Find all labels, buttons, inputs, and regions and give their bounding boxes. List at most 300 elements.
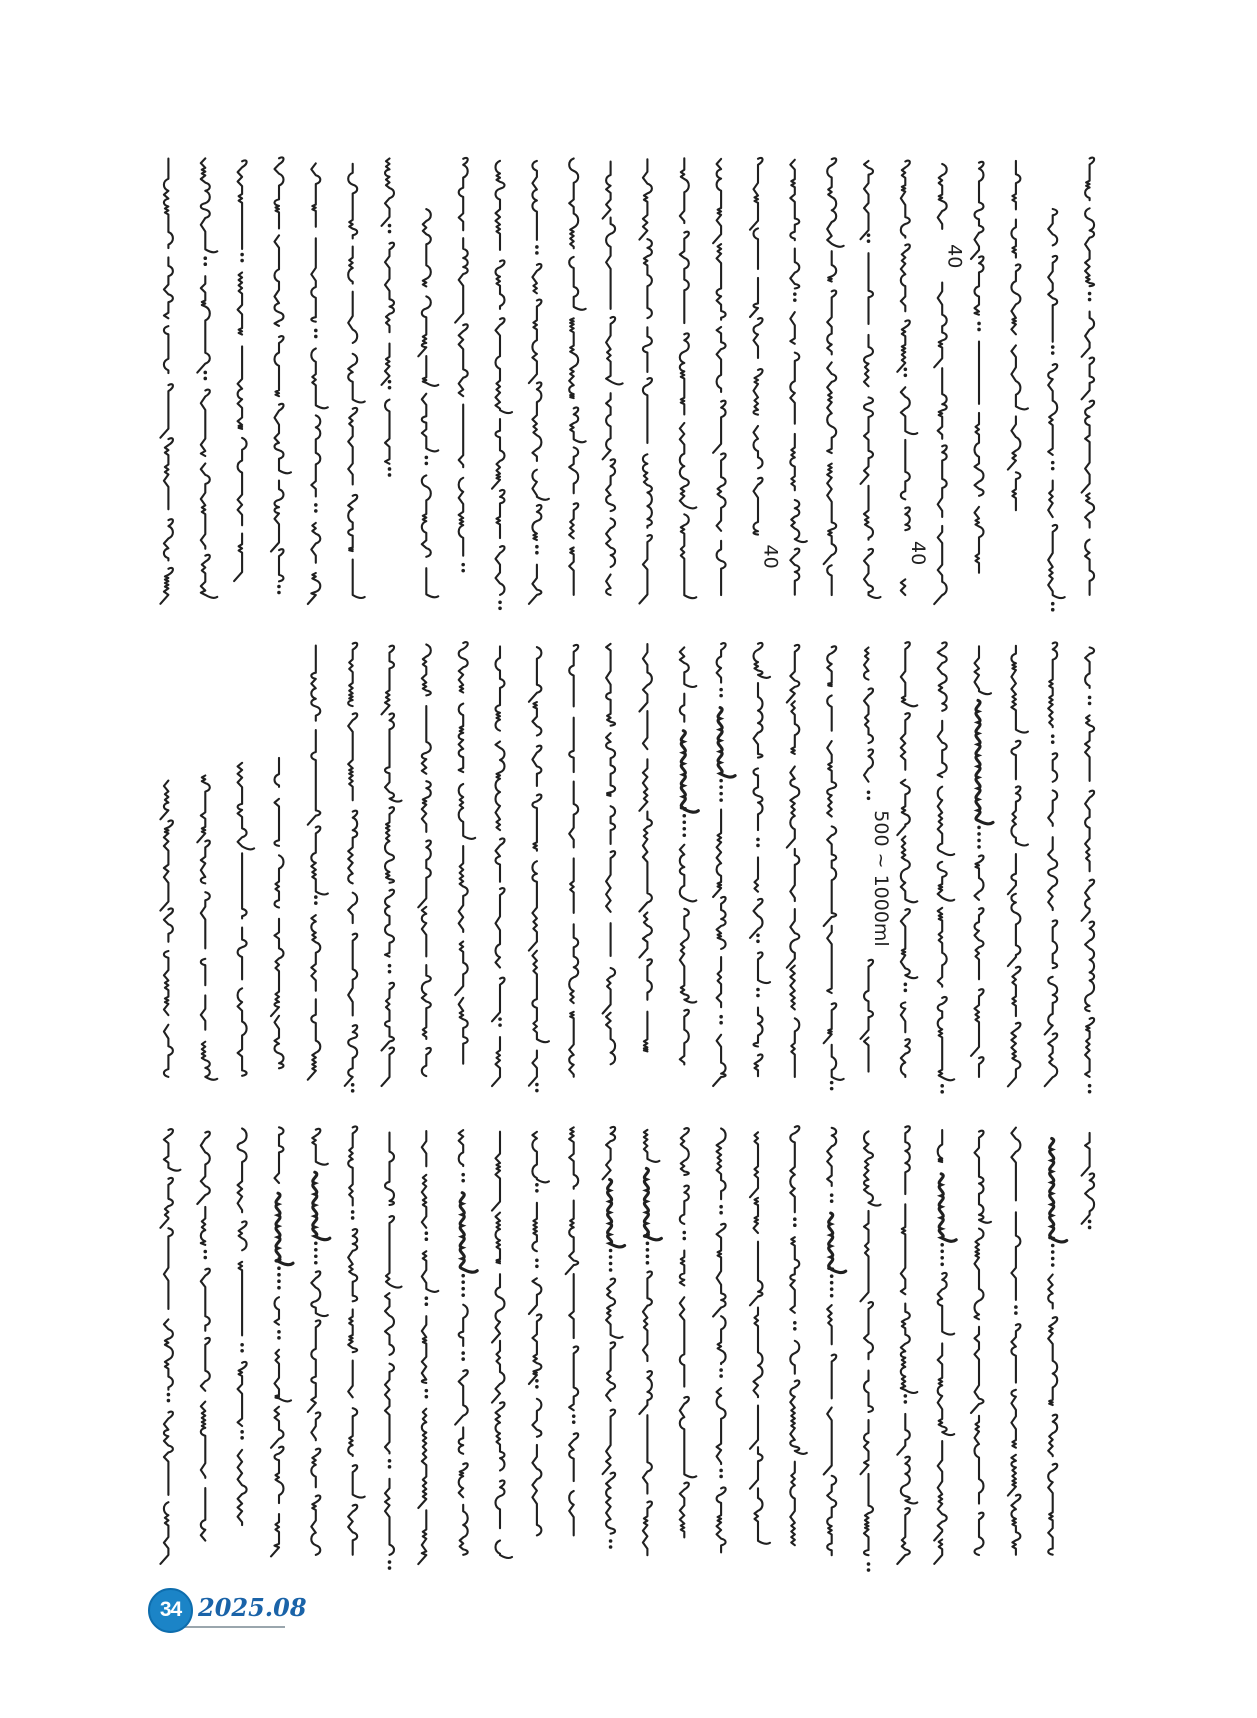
script-word xyxy=(754,643,771,678)
punctuation-dot xyxy=(682,1237,686,1241)
script-word xyxy=(1085,715,1094,781)
script-word xyxy=(308,730,321,825)
script-word xyxy=(1011,1324,1020,1382)
script-word xyxy=(532,161,537,240)
text-column xyxy=(897,161,929,595)
punctuation-dot xyxy=(314,901,318,905)
punctuation-dot xyxy=(1051,345,1055,349)
punctuation-dot xyxy=(572,1414,576,1418)
script-word xyxy=(311,1449,320,1488)
script-word xyxy=(271,919,284,1016)
script-word xyxy=(905,1126,910,1194)
punctuation-dot xyxy=(167,1399,171,1403)
punctuation-dot xyxy=(756,933,760,937)
script-word xyxy=(603,1127,616,1179)
script-word xyxy=(532,702,541,735)
script-word xyxy=(864,1038,869,1072)
script-word xyxy=(164,1412,173,1495)
punctuation-dot xyxy=(203,377,207,381)
embedded-numeral: 500 ~ 1000ml xyxy=(870,810,892,947)
script-word xyxy=(790,160,799,240)
script-word xyxy=(532,505,541,540)
text-column xyxy=(861,648,893,1072)
script-word xyxy=(422,907,427,957)
punctuation-dot xyxy=(793,1223,797,1227)
script-word xyxy=(606,218,615,309)
script-word xyxy=(975,855,984,899)
punctuation-dot xyxy=(1014,1311,1018,1315)
punctuation-dot xyxy=(425,462,429,466)
punctuation-dot xyxy=(1051,608,1055,612)
script-word xyxy=(242,853,247,918)
punctuation-dot xyxy=(1051,351,1055,355)
script-word xyxy=(234,534,242,582)
punctuation-dot xyxy=(1051,1257,1055,1261)
script-word xyxy=(869,253,874,324)
embedded-numeral: 40 xyxy=(906,541,929,566)
script-word xyxy=(1085,791,1094,872)
punctuation-dot xyxy=(425,1237,429,1241)
brush-script-run xyxy=(276,1193,293,1264)
script-word xyxy=(901,161,910,238)
page-number-badge xyxy=(148,1588,193,1633)
script-word xyxy=(275,799,280,846)
script-word xyxy=(164,1228,173,1309)
punctuation-dot xyxy=(425,1389,429,1393)
script-word xyxy=(1011,1128,1020,1201)
punctuation-dot xyxy=(535,1089,539,1093)
text-column xyxy=(680,647,699,1064)
text-column xyxy=(1008,646,1028,1087)
script-word xyxy=(529,1278,542,1314)
script-word xyxy=(975,507,984,573)
punctuation-dot xyxy=(756,994,760,998)
script-word xyxy=(1048,209,1057,245)
script-word xyxy=(496,1480,505,1528)
script-word xyxy=(680,694,685,722)
punctuation-dot xyxy=(388,1566,392,1570)
text-column xyxy=(1082,647,1095,1093)
script-word xyxy=(279,549,284,581)
text-column xyxy=(160,781,173,1077)
script-word xyxy=(238,160,247,249)
script-word xyxy=(459,704,464,773)
text-column xyxy=(824,158,844,595)
script-word xyxy=(861,1420,869,1474)
text-column xyxy=(418,645,431,1077)
punctuation-dot xyxy=(535,1379,539,1383)
script-word xyxy=(1082,1133,1090,1176)
script-word xyxy=(606,459,615,511)
punctuation-dot xyxy=(240,1343,244,1347)
punctuation-dot xyxy=(1088,1084,1092,1088)
script-word xyxy=(975,1416,984,1504)
text-column xyxy=(271,157,291,594)
script-word xyxy=(532,746,541,786)
punctuation-dot xyxy=(314,509,318,513)
punctuation-dot xyxy=(719,694,723,698)
script-word xyxy=(979,1057,984,1077)
script-word xyxy=(238,988,247,1075)
script-word xyxy=(496,1213,501,1264)
script-word xyxy=(459,998,468,1064)
punctuation-dot xyxy=(793,292,797,296)
punctuation-dot xyxy=(609,1255,613,1259)
embedded-numeral: 40 xyxy=(943,244,966,269)
script-word xyxy=(566,1201,579,1275)
script-word xyxy=(827,926,832,993)
punctuation-dot xyxy=(388,964,392,968)
script-word xyxy=(680,333,689,414)
script-word xyxy=(938,1343,955,1435)
text-column xyxy=(861,161,881,598)
punctuation-dot xyxy=(1051,1263,1055,1267)
script-word xyxy=(422,475,431,556)
script-word xyxy=(348,713,357,800)
script-word xyxy=(275,1447,284,1503)
script-word xyxy=(422,1175,427,1228)
script-word xyxy=(459,405,464,468)
script-word xyxy=(897,780,910,835)
script-word xyxy=(680,232,689,323)
text-column xyxy=(418,1131,438,1564)
script-word xyxy=(827,565,832,595)
text-column xyxy=(824,1128,846,1555)
script-word xyxy=(239,1262,243,1336)
text-column xyxy=(824,646,844,1090)
punctuation-dot xyxy=(535,1258,539,1262)
script-word xyxy=(864,688,873,743)
punctuation-dot xyxy=(388,224,392,228)
script-word xyxy=(460,1505,468,1555)
text-column xyxy=(529,161,549,604)
text-column xyxy=(382,646,402,1086)
script-word xyxy=(345,1025,358,1086)
punctuation-dot xyxy=(867,790,871,794)
script-word xyxy=(717,1388,726,1464)
script-word xyxy=(790,1462,795,1545)
text-column xyxy=(418,209,438,597)
punctuation-dot xyxy=(240,259,244,263)
script-word xyxy=(271,1407,284,1448)
script-word xyxy=(1011,345,1028,409)
punctuation-dot xyxy=(940,1243,944,1247)
script-word xyxy=(532,470,549,500)
script-word xyxy=(1008,1455,1016,1496)
punctuation-dot xyxy=(461,1293,465,1297)
script-word xyxy=(861,960,874,1039)
punctuation-dot xyxy=(867,233,871,237)
brush-script-run xyxy=(608,1180,625,1247)
script-word xyxy=(975,1131,992,1223)
script-word xyxy=(606,644,615,726)
punctuation-dot xyxy=(535,1264,539,1268)
script-word xyxy=(750,1242,763,1306)
script-word xyxy=(647,959,652,1000)
text-column xyxy=(492,1132,512,1558)
script-word xyxy=(459,324,468,396)
script-word xyxy=(1008,416,1021,469)
script-word xyxy=(901,387,918,434)
text-column xyxy=(603,1127,625,1549)
script-word xyxy=(238,1362,247,1426)
script-word xyxy=(754,768,763,830)
punctuation-dot xyxy=(240,1349,244,1353)
script-word xyxy=(569,1433,578,1481)
text-column xyxy=(603,162,623,595)
punctuation-dot xyxy=(719,1374,723,1378)
text-column xyxy=(197,158,217,598)
punctuation-dot xyxy=(940,1262,944,1266)
punctuation-dot xyxy=(609,1249,613,1253)
script-word xyxy=(385,1293,394,1355)
punctuation-dot xyxy=(425,1395,429,1399)
script-word xyxy=(160,1178,173,1228)
text-column xyxy=(680,158,697,598)
script-word xyxy=(901,642,918,706)
script-word xyxy=(238,763,255,850)
text-column xyxy=(1082,158,1095,595)
script-word xyxy=(275,1297,280,1325)
script-word xyxy=(1082,1173,1095,1223)
script-word xyxy=(680,1483,689,1538)
script-word xyxy=(201,995,206,1029)
punctuation-dot xyxy=(682,814,686,818)
script-word xyxy=(603,162,611,219)
script-word xyxy=(275,157,284,228)
script-word xyxy=(971,162,984,259)
script-word xyxy=(422,1316,427,1383)
script-word xyxy=(790,1237,799,1313)
punctuation-dot xyxy=(1088,696,1092,700)
script-word xyxy=(422,1048,431,1076)
script-word xyxy=(754,369,763,415)
script-word xyxy=(1082,312,1095,357)
punctuation-dot xyxy=(388,1465,392,1469)
script-word xyxy=(348,247,353,284)
script-word xyxy=(901,1304,918,1394)
punctuation-dot xyxy=(719,785,723,789)
text-column xyxy=(569,159,586,595)
page-footer xyxy=(148,1586,307,1634)
script-word xyxy=(569,924,578,1003)
script-word xyxy=(606,518,615,567)
script-word xyxy=(938,787,955,855)
text-column xyxy=(1048,209,1065,612)
script-word xyxy=(938,445,947,517)
script-word xyxy=(569,1127,578,1188)
script-word xyxy=(864,335,873,386)
script-word xyxy=(713,159,721,243)
script-word xyxy=(864,486,873,540)
script-word xyxy=(238,346,243,429)
script-word xyxy=(832,1355,837,1399)
script-word xyxy=(311,349,328,409)
script-word xyxy=(492,1341,505,1403)
script-word xyxy=(1085,540,1094,595)
text-column xyxy=(382,159,395,477)
script-word xyxy=(1011,1212,1020,1300)
script-word xyxy=(311,238,316,321)
punctuation-dot xyxy=(277,1286,281,1290)
script-word xyxy=(754,426,763,468)
script-word xyxy=(828,251,836,281)
script-word xyxy=(680,158,689,223)
script-word xyxy=(754,1008,763,1047)
punctuation-dot xyxy=(498,600,502,604)
script-word xyxy=(386,1216,402,1288)
script-word xyxy=(750,278,758,317)
script-word xyxy=(787,909,800,968)
script-word xyxy=(238,928,247,980)
punctuation-dot xyxy=(425,1231,429,1235)
script-word xyxy=(312,1129,328,1165)
script-word xyxy=(385,400,390,464)
script-word xyxy=(311,415,320,496)
punctuation-dot xyxy=(756,939,760,943)
script-word xyxy=(569,548,574,595)
script-word xyxy=(492,1274,505,1342)
script-word xyxy=(606,1342,615,1401)
punctuation-dot xyxy=(535,1385,539,1389)
script-word xyxy=(238,273,243,335)
script-word xyxy=(864,549,881,598)
script-word xyxy=(201,840,210,883)
script-word xyxy=(569,1346,578,1410)
script-word xyxy=(311,915,320,991)
brush-script-run xyxy=(460,1193,477,1272)
script-word xyxy=(459,1463,468,1497)
punctuation-dot xyxy=(203,256,207,260)
punctuation-dot xyxy=(461,1179,465,1183)
text-column xyxy=(897,1126,917,1564)
script-word xyxy=(311,646,320,721)
punctuation-dot xyxy=(977,832,981,836)
script-word xyxy=(348,408,357,485)
punctuation-dot xyxy=(682,833,686,837)
script-word xyxy=(934,1540,942,1564)
script-word xyxy=(790,1341,799,1374)
script-word xyxy=(348,354,365,403)
script-word xyxy=(1085,922,1094,1012)
script-word xyxy=(311,1495,320,1554)
script-word xyxy=(827,646,836,686)
script-word xyxy=(901,713,910,770)
punctuation-dot xyxy=(203,1250,207,1254)
script-word xyxy=(864,1302,873,1359)
script-word xyxy=(569,1274,574,1338)
punctuation-dot xyxy=(904,989,908,993)
script-word xyxy=(160,1502,168,1564)
punctuation-dot xyxy=(609,1262,613,1266)
punctuation-dot xyxy=(977,845,981,849)
script-word xyxy=(718,1316,726,1364)
script-word xyxy=(827,1476,836,1555)
text-column xyxy=(680,1128,697,1537)
punctuation-dot xyxy=(1051,1250,1055,1254)
punctuation-dot xyxy=(904,1394,908,1398)
text-column xyxy=(750,643,770,1076)
script-word xyxy=(1085,493,1094,527)
punctuation-dot xyxy=(940,1090,944,1094)
script-word xyxy=(1048,1415,1057,1457)
script-word xyxy=(311,163,320,226)
script-word xyxy=(275,855,284,907)
script-word xyxy=(201,390,210,456)
punctuation-dot xyxy=(867,1568,871,1572)
script-word xyxy=(643,711,648,749)
punctuation-dot xyxy=(314,335,318,339)
script-word xyxy=(239,1221,247,1250)
script-word xyxy=(938,1130,943,1162)
script-word xyxy=(496,260,505,309)
punctuation-dot xyxy=(756,844,760,848)
text-column xyxy=(713,159,726,595)
script-word xyxy=(606,575,611,596)
text-column xyxy=(271,1127,293,1556)
punctuation-dot xyxy=(425,456,429,460)
script-word xyxy=(529,1314,542,1384)
script-word xyxy=(532,264,541,293)
punctuation-dot xyxy=(314,1248,318,1252)
punctuation-dot xyxy=(314,1261,318,1265)
punctuation-dot xyxy=(351,1089,355,1093)
punctuation-dot xyxy=(461,563,465,567)
script-word xyxy=(238,1129,247,1213)
punctuation-dot xyxy=(461,1280,465,1284)
script-word xyxy=(532,951,549,1043)
script-word xyxy=(201,464,210,549)
punctuation-dot xyxy=(203,262,207,266)
script-word xyxy=(532,1399,541,1437)
script-word xyxy=(713,810,721,897)
script-word xyxy=(382,344,390,385)
text-column xyxy=(639,644,652,1051)
text-column xyxy=(529,647,549,1092)
script-word xyxy=(975,1229,984,1320)
script-word xyxy=(348,164,357,239)
script-word xyxy=(717,957,722,1007)
script-word xyxy=(824,1408,832,1475)
script-word xyxy=(790,966,795,1010)
script-word xyxy=(938,721,947,777)
script-word xyxy=(643,454,652,528)
script-word xyxy=(201,1269,210,1331)
punctuation-dot xyxy=(719,1368,723,1372)
script-word xyxy=(680,845,697,902)
punctuation-dot xyxy=(904,367,908,371)
text-column xyxy=(345,643,358,1093)
script-word xyxy=(1011,220,1016,258)
brush-script-run xyxy=(644,1168,661,1239)
script-word xyxy=(532,382,541,461)
script-word xyxy=(164,159,173,248)
script-word xyxy=(864,1474,873,1555)
script-word xyxy=(824,464,837,565)
brush-script-run xyxy=(829,1213,846,1272)
script-word xyxy=(423,356,439,386)
script-word xyxy=(717,1129,726,1200)
punctuation-dot xyxy=(314,503,318,507)
script-word xyxy=(901,244,910,311)
script-word xyxy=(717,897,726,949)
script-word xyxy=(754,1308,763,1398)
script-word xyxy=(901,440,910,500)
punctuation-dot xyxy=(388,386,392,390)
script-word xyxy=(1085,1018,1094,1077)
script-word xyxy=(529,647,542,702)
script-word xyxy=(897,1508,910,1564)
